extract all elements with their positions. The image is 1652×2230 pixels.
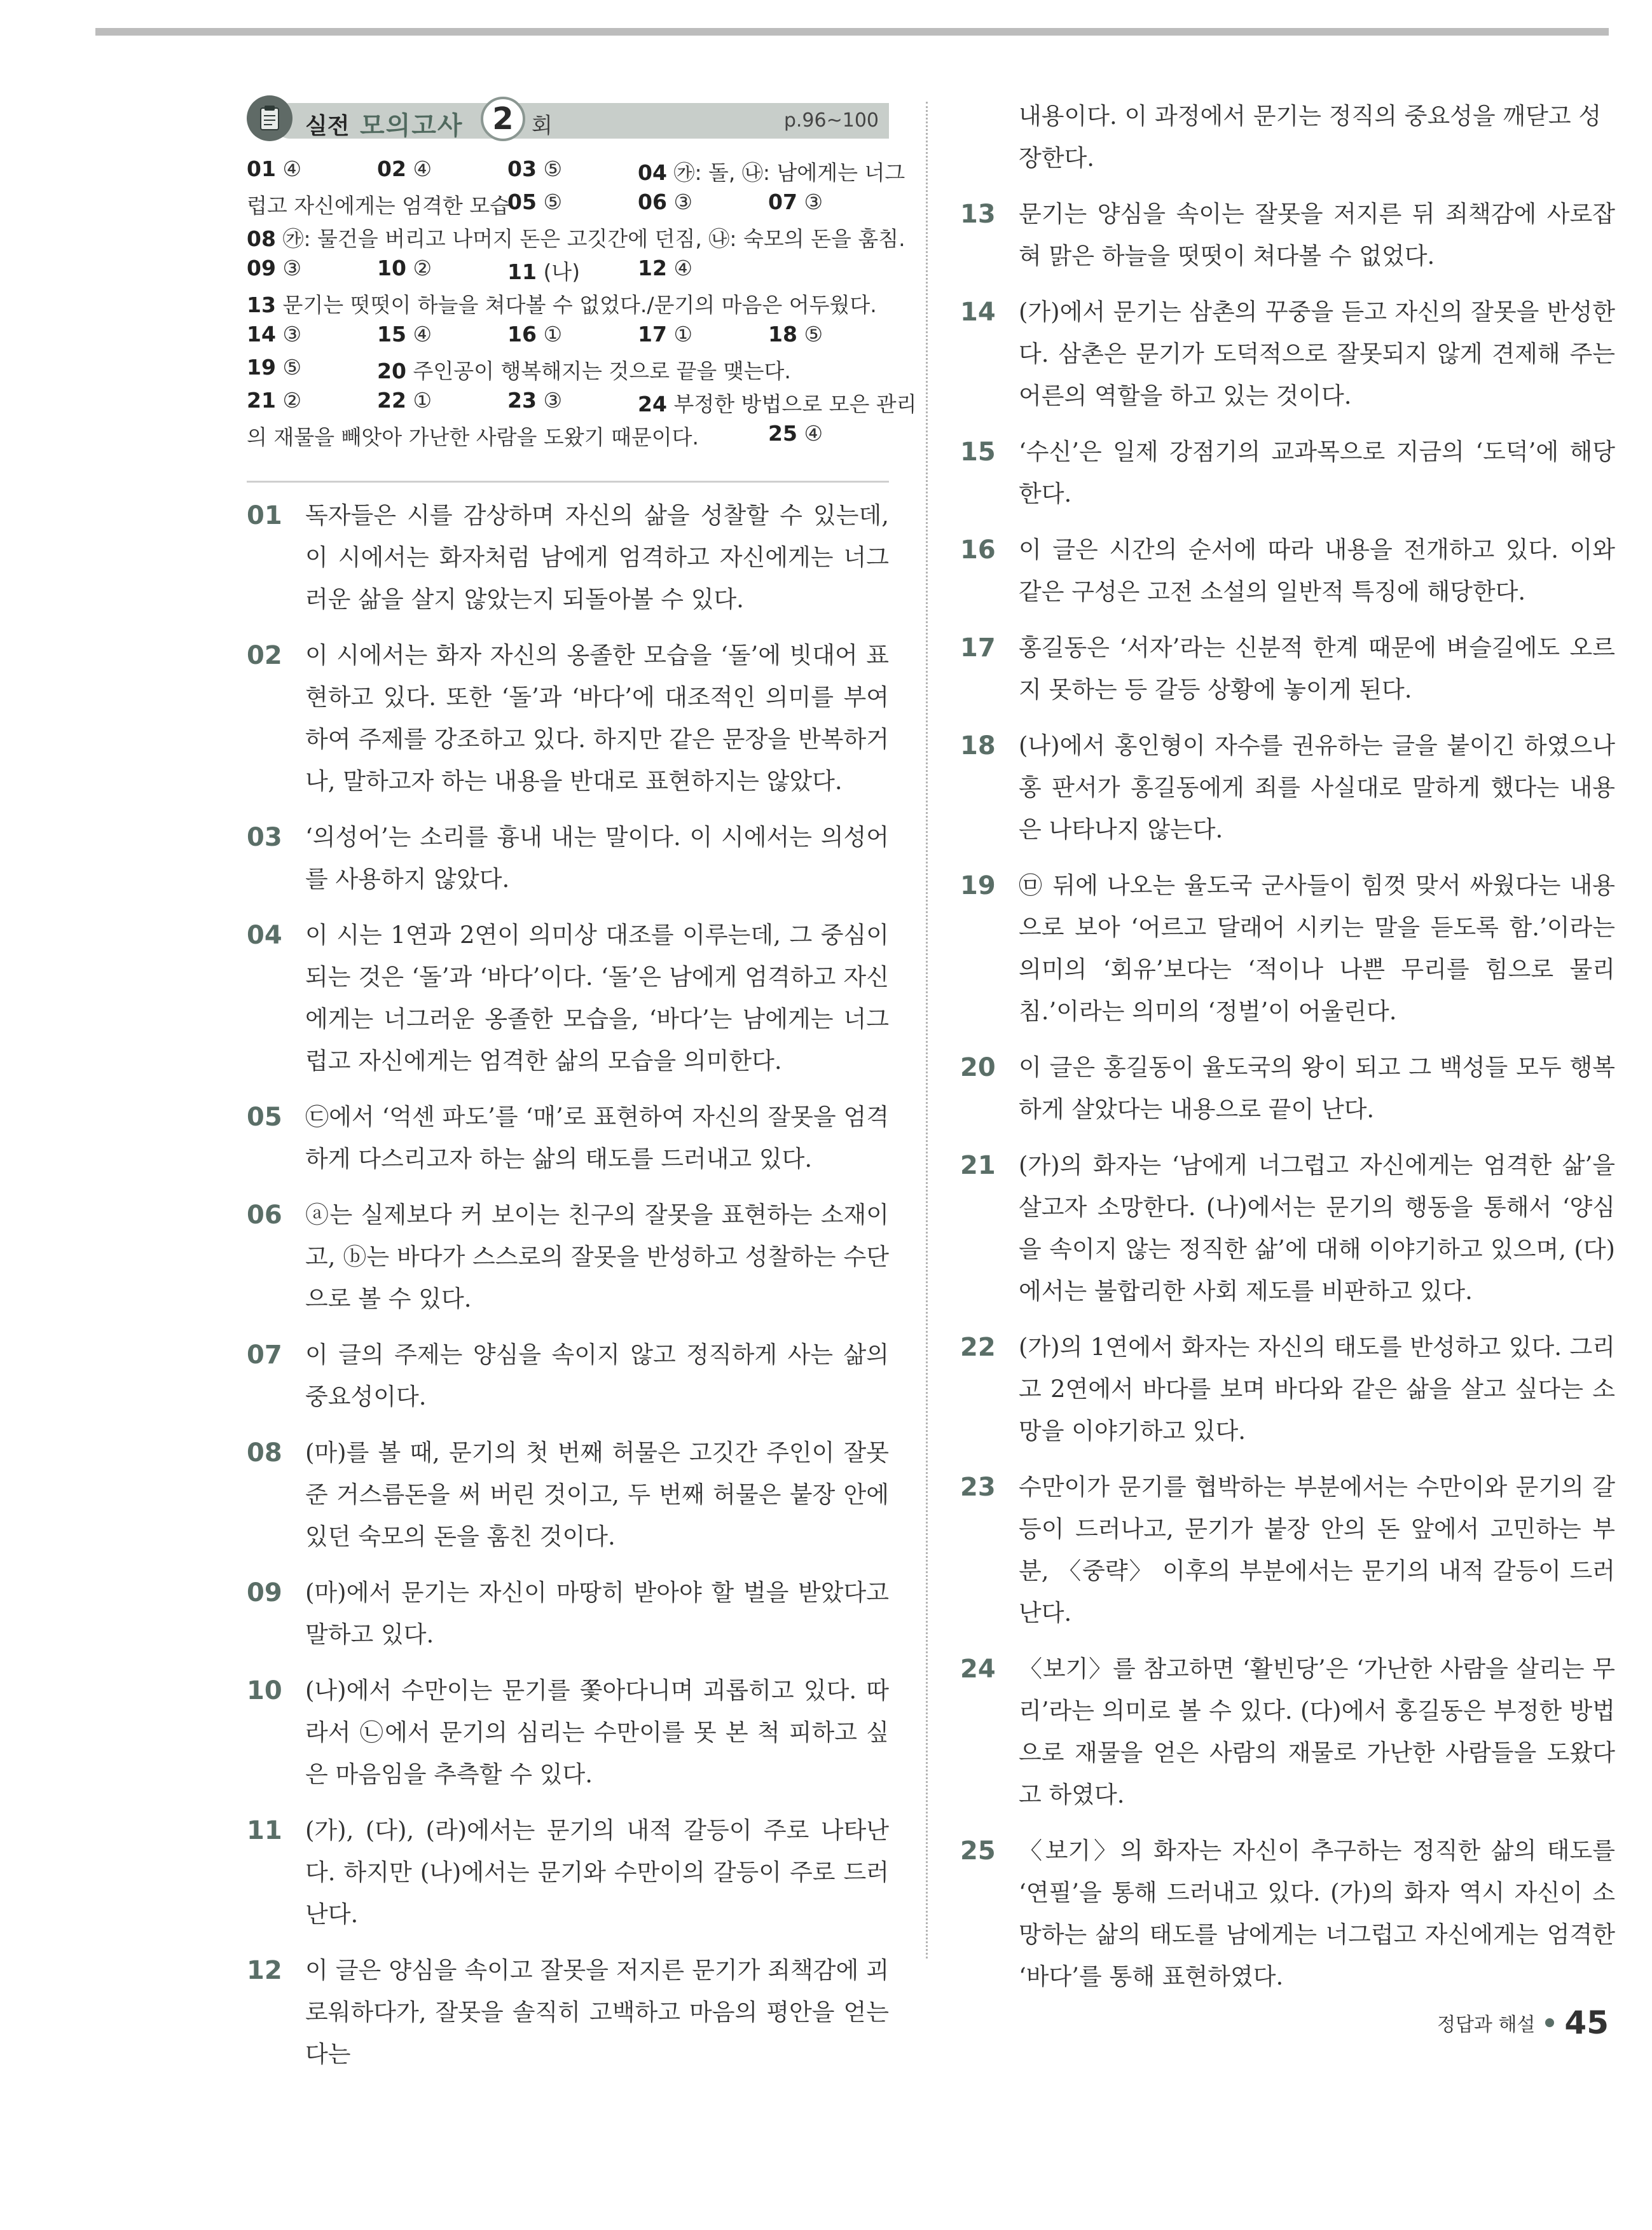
answer-key-number: 01	[247, 156, 276, 181]
answer-key-value: ④	[804, 421, 823, 446]
answer-key-entry	[768, 421, 823, 446]
explanation-item	[960, 1830, 1615, 1998]
answer-key-value: ㉮: 돌, ㉯: 남에게는 너그	[673, 160, 905, 185]
item-text: (가)에서 문기는 삼촌의 꾸중을 듣고 자신의 잘못을 반성한다. 삼촌은 문기가 도덕적으로 잘못되지 않게 견제해 주는 어른의 역할을 하고 있는 것이다.	[1019, 298, 1615, 410]
answer-key	[247, 153, 917, 450]
explanation-item	[960, 865, 1615, 1033]
answer-key-number: 09	[247, 256, 276, 280]
header-title-prefix: 실전	[305, 113, 350, 139]
answer-key-number: 16	[507, 322, 537, 347]
answer-key-value: ①	[673, 322, 693, 347]
answer-key-number: 14	[247, 322, 276, 347]
answer-key-value: ①	[413, 388, 432, 413]
item-text: (가)의 1연에서 화자는 자신의 태도를 반성하고 있다. 그리고 2연에서 바다를 보며 바다와 같은 삶을 살고 싶다는 소망을 이야기하고 있다.	[1019, 1333, 1615, 1445]
item-text: ⓐ는 실제보다 커 보이는 친구의 잘못을 표현하는 소재이고, ⓑ는 바다가 스스로의 잘못을 반성하고 성찰하는 수단으로 볼 수 있다.	[305, 1201, 889, 1312]
item-text: 〈보기〉를 참고하면 ‘활빈당’은 ‘가난한 사람을 살리는 무리’라는 의미로 볼 수 있다. (다)에서 홍길동은 부정한 방법으로 재물을 얻은 사람의 재물로 가난한 사람들을 도왔다고 하였다.	[1019, 1655, 1615, 1808]
answer-key-number: 20	[377, 359, 406, 383]
item-text: 문기는 양심을 속이는 잘못을 저지른 뒤 죄책감에 사로잡혀 맑은 하늘을 떳떳이 쳐다볼 수 없었다.	[1019, 200, 1615, 270]
answer-key-entry	[768, 322, 823, 347]
explanation-item	[960, 1326, 1615, 1452]
answer-key-entry	[247, 223, 905, 252]
answer-key-entry	[247, 189, 510, 219]
answer-key-value: ⑤	[282, 355, 302, 380]
answer-key-entry	[247, 256, 301, 280]
explanation-item	[960, 1466, 1615, 1634]
answer-key-row	[247, 285, 889, 318]
answer-key-row	[247, 186, 889, 219]
answer-key-number: 02	[377, 156, 406, 181]
footer-label: 정답과 해설	[1436, 2014, 1536, 2036]
explanation-item	[960, 529, 1615, 613]
answer-key-row	[247, 252, 889, 285]
test-number: 2	[481, 97, 525, 141]
explanation-item	[247, 635, 889, 802]
explanation-item	[247, 816, 889, 900]
explanation-item	[960, 291, 1615, 417]
answer-key-value: 럽고 자신에게는 엄격한 모습	[247, 193, 511, 218]
item-text: ㉤ 뒤에 나오는 율도국 군사들이 힘껏 맞서 싸웠다는 내용으로 보아 ‘어르고 달래어 시키는 말을 듣도록 함.’이라는 의미의 ‘회유’보다는 ‘적이나 나쁜 무리를 힘으로 물리침.’이라는 의미의 ‘정벌’이 어울린다.	[1019, 872, 1615, 1025]
answer-key-entry	[377, 256, 432, 280]
answer-key-entry	[507, 156, 562, 181]
item-number: 05	[247, 1103, 282, 1132]
answer-key-number: 08	[247, 226, 276, 251]
item-number: 12	[247, 1956, 282, 1985]
item-number: 11	[247, 1816, 282, 1845]
item-number: 23	[960, 1473, 996, 1502]
answer-key-value: ④	[413, 156, 432, 181]
answer-key-value: ③	[673, 189, 693, 214]
answer-key-row	[247, 153, 905, 186]
explanation-item	[247, 1194, 889, 1320]
explanation-item	[247, 1950, 889, 2075]
item-number: 13	[960, 200, 996, 229]
answer-key-number: 03	[507, 156, 537, 181]
continued-text-body: 내용이다. 이 과정에서 문기는 정직의 중요성을 깨닫고 성장한다.	[1019, 102, 1602, 172]
answer-key-entry	[377, 322, 432, 347]
answer-key-number: 10	[377, 256, 406, 280]
explanation-item	[960, 627, 1615, 711]
item-text: (가), (다), (라)에서는 문기의 내적 갈등이 주로 나타난다. 하지만 (나)에서는 문기와 수만이의 갈등이 주로 드러난다.	[305, 1817, 889, 1928]
answer-key-value: ㉮: 물건을 버리고 나머지 돈은 고깃간에 던짐, ㉯: 숙모의 돈을 훔침.	[282, 226, 905, 251]
item-number: 02	[247, 641, 282, 670]
item-text: 이 시에서는 화자 자신의 옹졸한 모습을 ‘돌’에 빗대어 표현하고 있다. 또한 ‘돌’과 ‘바다’에 대조적인 의미를 부여하여 주제를 강조하고 있다. 하지만 같은 문장을 반복하거나, 말하고자 하는 내용을 반대로 표현하지는 않았다.	[305, 642, 889, 795]
item-number: 06	[247, 1201, 282, 1230]
answer-key-value: 문기는 떳떳이 하늘을 쳐다볼 수 없었다./문기의 마음은 어두웠다.	[282, 293, 877, 317]
answer-key-entry	[638, 156, 905, 186]
answer-key-entry	[247, 355, 301, 380]
item-text: 이 시는 1연과 2연이 의미상 대조를 이루는데, 그 중심이 되는 것은 ‘돌’과 ‘바다’이다. ‘돌’은 남에게 엄격하고 자신에게는 너그러운 옹졸한 모습을, ‘바다’는 남에게는 너그럽고 자신에게는 엄격한 삶의 모습을 의미한다.	[305, 921, 889, 1075]
answer-key-number: 22	[377, 388, 406, 413]
answer-key-value: ⑤	[543, 156, 563, 181]
answer-key-entry	[638, 388, 917, 418]
answer-key-number: 11	[507, 259, 537, 284]
explanation-item	[247, 1670, 889, 1796]
answer-key-value: ②	[282, 388, 302, 413]
page-number: 45	[1564, 2004, 1609, 2041]
answer-key-value: ③	[543, 388, 563, 413]
item-text: (나)에서 홍인형이 자수를 권유하는 글을 붙이긴 하였으나 홍 판서가 홍길동에게 죄를 사실대로 말하게 했다는 내용은 나타나지 않는다.	[1019, 732, 1615, 843]
item-number: 10	[247, 1676, 282, 1705]
item-text: 이 글은 시간의 순서에 따라 내용을 전개하고 있다. 이와 같은 구성은 고전 소설의 일반적 특징에 해당한다.	[1019, 536, 1615, 605]
answer-key-value: (나)	[543, 259, 581, 284]
item-text: (마)를 볼 때, 문기의 첫 번째 허물은 고깃간 주인이 잘못 준 거스름돈을 써 버린 것이고, 두 번째 허물은 붙장 안에 있던 숙모의 돈을 훔친 것이다.	[305, 1439, 889, 1550]
answer-key-entry	[638, 256, 692, 280]
right-column	[960, 95, 1615, 2012]
answer-key-number: 24	[638, 392, 667, 416]
answer-key-entry	[768, 189, 823, 214]
dot-icon	[1545, 2018, 1554, 2027]
answer-key-value: ③	[282, 322, 302, 347]
answer-key-row	[247, 318, 889, 351]
item-number: 15	[960, 437, 996, 467]
answer-key-entry	[507, 256, 580, 286]
answer-key-number: 07	[768, 189, 797, 214]
item-number: 04	[247, 921, 282, 950]
item-text: 독자들은 시를 감상하며 자신의 삶을 성찰할 수 있는데, 이 시에서는 화자처럼 남에게 엄격하고 자신에게는 너그러운 삶을 살지 않았는지 되돌아볼 수 있다.	[305, 502, 889, 613]
answer-key-number: 04	[638, 160, 667, 185]
answer-key-entry	[507, 189, 562, 214]
answer-key-row	[247, 384, 917, 417]
explanation-item	[247, 1810, 889, 1936]
explanation-item	[960, 1648, 1615, 1816]
answer-key-value: ⑤	[804, 322, 823, 347]
answer-key-number: 19	[247, 355, 276, 380]
explanation-item	[247, 914, 889, 1082]
answer-key-entry	[247, 388, 301, 413]
notepad-icon	[247, 95, 293, 141]
page-range: p.96~100	[783, 109, 879, 132]
answer-key-value: ③	[282, 256, 302, 280]
answer-key-value: ⑤	[543, 189, 563, 214]
answer-key-number: 13	[247, 293, 276, 317]
top-rule	[95, 28, 1609, 36]
answer-key-value: ④	[282, 156, 302, 181]
item-number: 20	[960, 1053, 996, 1082]
page-footer	[1437, 2004, 1609, 2041]
column-divider	[926, 102, 928, 1958]
item-number: 03	[247, 823, 282, 852]
item-text: (마)에서 문기는 자신이 마땅히 받아야 할 벌을 받았다고 말하고 있다.	[305, 1579, 889, 1648]
item-number: 07	[247, 1340, 282, 1370]
item-text: ‘의성어’는 소리를 흉내 내는 말이다. 이 시에서는 의성어를 사용하지 않았다.	[305, 823, 889, 893]
item-text: 〈보기〉의 화자는 자신이 추구하는 정직한 삶의 태도를 ‘연필’을 통해 드러내고 있다. (가)의 화자 역시 자신이 소망하는 삶의 태도를 남에게는 너그럽고 자신에게는 엄격한 ‘바다’를 통해 표현하였다.	[1019, 1837, 1615, 1990]
item-text: 이 글은 홍길동이 율도국의 왕이 되고 그 백성들 모두 행복하게 살았다는 내용으로 끝이 난다.	[1019, 1054, 1615, 1123]
answer-key-number: 18	[768, 322, 797, 347]
item-number: 14	[960, 298, 996, 327]
answer-key-entry	[377, 156, 432, 181]
answer-key-entry	[377, 355, 791, 385]
item-text: 수만이가 문기를 협박하는 부분에서는 수만이와 문기의 갈등이 드러나고, 문기가 붙장 안의 돈 앞에서 고민하는 부분, 〈중략〉 이후의 부분에서는 문기의 내적 갈등이 드러난다.	[1019, 1473, 1615, 1627]
item-number: 22	[960, 1333, 996, 1362]
item-number: 08	[247, 1438, 282, 1468]
item-text: ㉢에서 ‘억센 파도’를 ‘매’로 표현하여 자신의 잘못을 엄격하게 다스리고자 하는 삶의 태도를 드러내고 있다.	[305, 1103, 889, 1173]
item-number: 25	[960, 1836, 996, 1866]
explanation-item	[960, 193, 1615, 277]
answer-key-entry	[507, 322, 562, 347]
answer-key-value: 의 재물을 빼앗아 가난한 사람을 도왔기 때문이다.	[247, 425, 699, 450]
answer-key-entry	[377, 388, 432, 413]
answer-key-entry	[247, 322, 301, 347]
answer-key-number: 23	[507, 388, 537, 413]
answer-key-number: 21	[247, 388, 276, 413]
answer-key-entry	[638, 189, 692, 214]
item-text: (가)의 화자는 ‘남에게 너그럽고 자신에게는 엄격한 삶’을 살고자 소망한다. (나)에서는 문기의 행동을 통해서 ‘양심을 속이지 않는 정직한 삶’에 대해 이야기하고 있으며, (다)에서는 불합리한 사회 제도를 비판하고 있다.	[1019, 1152, 1615, 1305]
answer-key-number: 12	[638, 256, 667, 280]
answer-key-entry	[247, 289, 877, 319]
left-column	[247, 495, 889, 2089]
item-text: ‘수신’은 일제 강점기의 교과목으로 지금의 ‘도덕’에 해당한다.	[1019, 438, 1615, 507]
item-number: 16	[960, 535, 996, 565]
answer-key-value: ①	[543, 322, 563, 347]
item-number: 09	[247, 1578, 282, 1607]
explanation-item	[960, 431, 1615, 515]
explanation-item	[960, 1047, 1615, 1131]
explanation-item	[247, 1096, 889, 1180]
item-number: 19	[960, 871, 996, 900]
answer-key-value: ③	[804, 189, 823, 214]
item-number: 21	[960, 1151, 996, 1180]
section-header	[247, 95, 889, 141]
answer-key-number: 17	[638, 322, 667, 347]
answer-key-entry	[247, 421, 699, 451]
answer-key-number: 25	[768, 421, 797, 446]
explanation-item	[247, 1432, 889, 1558]
answer-key-value: ④	[413, 322, 432, 347]
item-number: 18	[960, 731, 996, 761]
explanation-item	[247, 1334, 889, 1418]
item-number: 24	[960, 1655, 996, 1684]
explanation-item	[960, 725, 1615, 851]
explanation-item	[960, 1145, 1615, 1312]
explanation-item	[247, 495, 889, 621]
answer-key-number: 15	[377, 322, 406, 347]
answer-key-divider	[247, 481, 889, 483]
continued-text	[960, 95, 1615, 179]
answer-key-row	[247, 417, 889, 450]
test-number-suffix: 회	[532, 113, 553, 139]
answer-key-entry	[247, 156, 301, 181]
item-text: (나)에서 수만이는 문기를 쫓아다니며 괴롭히고 있다. 따라서 ㉡에서 문기의 심리는 수만이를 못 본 척 피하고 싶은 마음임을 추측할 수 있다.	[305, 1677, 889, 1788]
answer-key-entry	[507, 388, 562, 413]
item-number: 01	[247, 501, 282, 530]
answer-key-number: 06	[638, 189, 667, 214]
item-number: 17	[960, 633, 996, 663]
header-title: 모의고사	[360, 111, 464, 141]
item-text: 이 글은 양심을 속이고 잘못을 저지른 문기가 죄책감에 괴로워하다가, 잘못을 솔직히 고백하고 마음의 평안을 얻는다는	[305, 1957, 889, 2068]
answer-key-row	[247, 351, 889, 384]
answer-key-value: ②	[413, 256, 432, 280]
item-text: 이 글의 주제는 양심을 속이지 않고 정직하게 사는 삶의 중요성이다.	[305, 1341, 889, 1410]
item-text: 홍길동은 ‘서자’라는 신분적 한계 때문에 벼슬길에도 오르지 못하는 등 갈등 상황에 놓이게 된다.	[1019, 634, 1615, 703]
answer-key-value: 주인공이 행복해지는 것으로 끝을 맺는다.	[413, 359, 791, 383]
answer-key-row	[247, 219, 905, 252]
answer-key-entry	[638, 322, 692, 347]
explanation-item	[247, 1572, 889, 1656]
answer-key-value: 부정한 방법으로 모은 관리	[673, 392, 917, 416]
answer-key-number: 05	[507, 189, 537, 214]
answer-key-value: ④	[673, 256, 693, 280]
